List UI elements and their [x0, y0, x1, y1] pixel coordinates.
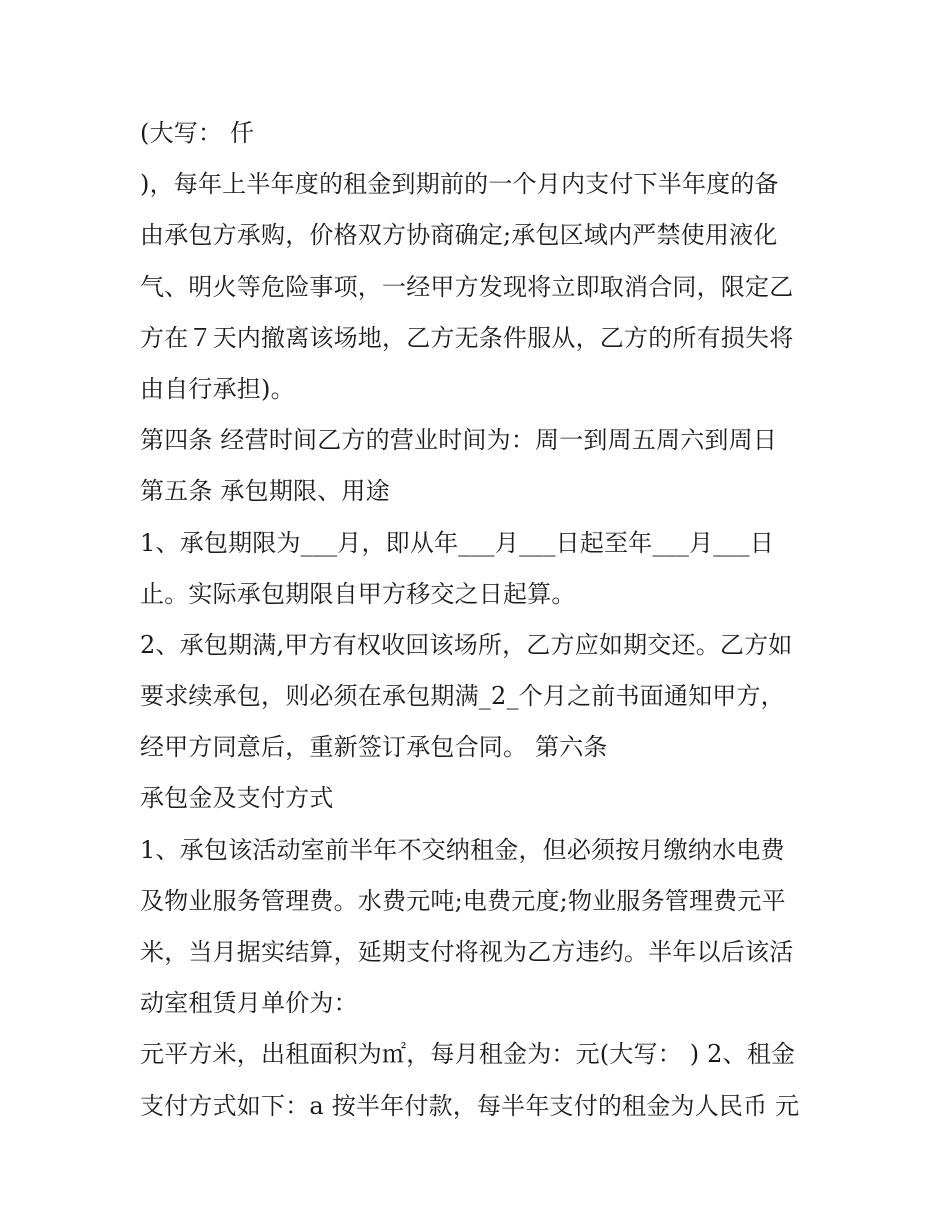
article-6-heading: 承包金及支付方式	[140, 784, 334, 813]
text-line: 方在７天内撤离该场地，乙方无条件服从，乙方的所有损失将	[140, 323, 794, 352]
text-line: )，每年上半年度的租金到期前的一个月内支付下半年度的备	[140, 170, 779, 199]
text-line: 气、明火等危险事项，一经甲方发现将立即取消合同，限定乙	[140, 272, 794, 301]
text-line: 米，当月据实结算，延期支付将视为乙方违约。半年以后该活	[140, 938, 794, 966]
text-line: 止。实际承包期限自甲方移交之日起算。	[140, 579, 576, 608]
article-5-heading: 第五条 承包期限、用途	[140, 477, 390, 506]
text-line: 由承包方承购，价格双方协商确定;承包区域内严禁使用液化	[140, 221, 778, 250]
text-line: 动室租赁月单价为：	[140, 989, 358, 1018]
text-line: 1、承包期限为___月，即从年___月___日起至年___月___日	[140, 528, 775, 557]
text-line: 及物业服务管理费。水费元吨;电费元度;物业服务管理费元平	[140, 886, 786, 915]
text-line: 由自行承担)。	[140, 374, 295, 403]
text-line: 1、承包该活动室前半年不交纳租金，但必须按月缴纳水电费	[140, 835, 785, 864]
text-line: 支付方式如下：a 按半年付款，每半年支付的租金为人民币 元	[140, 1091, 800, 1120]
document-body	[140, 108, 820, 1132]
text-line: 要求续承包，则必须在承包期满_2_个月之前书面通知甲方，	[140, 682, 785, 711]
text-line: (大写： 仟	[140, 119, 255, 147]
text-line: 2、承包期满,甲方有权收回该场所，乙方应如期交还。乙方如	[140, 630, 793, 659]
article-4-heading: 第四条 经营时间乙方的营业时间为：周一到周五周六到周日	[140, 426, 778, 455]
text-line: 经甲方同意后，重新签订承包合同。 第六条	[140, 733, 608, 762]
text-line: 元平方米，出租面积为㎡，每月租金为：元(大写： ) 2、租金	[140, 1040, 796, 1069]
